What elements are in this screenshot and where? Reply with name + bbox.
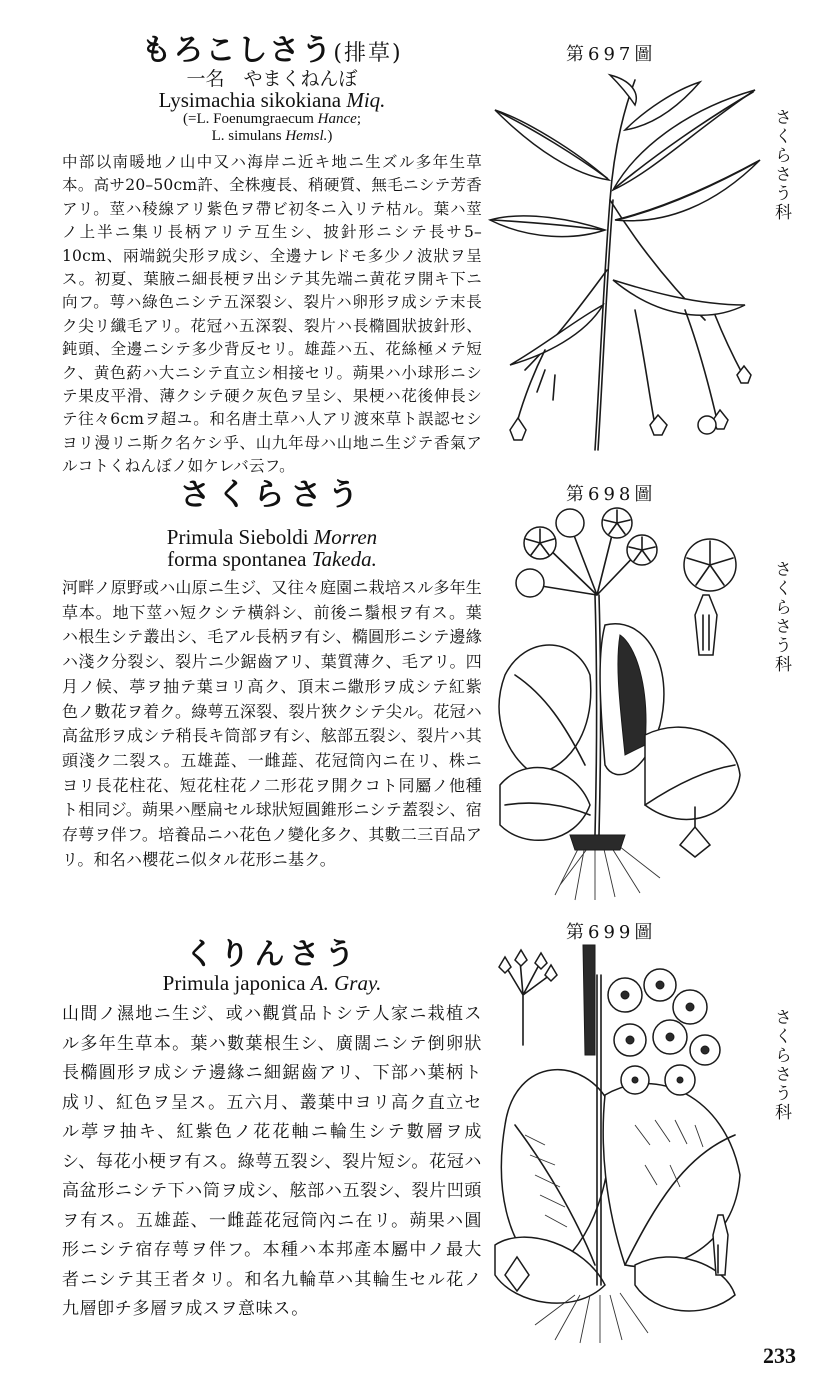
forma-name: forma spontanea Takeda.: [167, 547, 377, 571]
entry-697: [62, 34, 482, 479]
title-note: (排草): [333, 41, 403, 66]
scientific-name: Primula japonica A. Gray.: [162, 971, 382, 995]
family-label: さくらさう科: [771, 1008, 791, 1122]
entry-698: [62, 478, 482, 872]
forma-author: Takeda.: [311, 547, 377, 571]
scientific-name: Primula Sieboldi Morren: [166, 525, 378, 549]
family-label: さくらさう科: [771, 108, 791, 222]
scientific-name: Lysimachia sikokiana Miq.: [158, 88, 386, 112]
primula-sieboldii-illustration: [485, 505, 765, 905]
primula-japonica-illustration: [485, 945, 765, 1345]
description: 河畔ノ原野或ハ山原ニ生ジ、又往々庭園ニ栽培スル多年生草本。地下莖ハ短クシテ橫斜シ、前後ニ鬚根ヲ有ス。葉ハ根生シテ叢出シ、毛アル長柄ヲ有シ、橢圓形ニシテ邊緣ハ淺ク分裂シ、裂片ニ少鋸齒アリ、葉質薄ク、毛アリ。四月ノ候、葶ヲ抽テ葉ヨリ高ク、頂末ニ繖形ヲ成シテ紅紫色ノ數花ヲ着ク。綠萼五深裂、裂片狹クシテ尖ル。花冠ハ高盆形ヲ成シテ稍長キ筒部ヲ有シ、舷部五裂シ、裂片ハ其頭淺ク二裂ス。五雄蕋、一雌蕋、花冠筒內ニ在リ、株ニヨリ長花柱花、短花柱花ノ二形花ヲ開クコト同屬ノ他種ト相同ジ。蒴果ハ壓扁セル球狀短圓錐形ニシテ蓋裂シ、宿存萼ヲ伴フ。培養品ニハ花色ノ變化多ク、其數二三百品アリ。和名ハ櫻花ニ似タル花形ニ基ク。: [62, 578, 482, 869]
family-label: さくらさう科: [771, 560, 791, 674]
entry-699: [62, 938, 482, 1325]
figure-label: 第697圖: [566, 44, 657, 65]
lysimachia-illustration: [485, 70, 765, 460]
entry-title: くりんさう: [184, 937, 360, 972]
alias-name: 一名 やまくねんぼ: [186, 68, 358, 90]
page-number: 233: [763, 1343, 796, 1368]
title-text: もろこしさう: [141, 33, 334, 68]
figure-label: 第699圖: [566, 922, 657, 943]
description: 山間ノ濕地ニ生ジ、或ハ觀賞品トシテ人家ニ栽植スル多年生草本。葉ハ數葉根生シ、廣闊ニシテ倒卵狀長橢圓形ヲ成シテ邊緣ニ細鋸齒アリ、下部ハ葉柄ト成リ、紅色ヲ呈ス。五六月、叢葉中ヨリ高ク直立セル葶ヲ抽キ、紅紫色ノ花花軸ニ輪生シテ數層ヲ成シ、每花小梗ヲ有ス。綠萼五裂シ、裂片短シ。花冠ハ高盆形ニシテ下ハ筒ヲ成シ、舷部ハ五裂シ、裂片凹頭ヲ有ス。五雄蕋、一雌蕋花冠筒內ニ在リ。蒴果ハ圓形ニシテ宿存萼ヲ伴フ。本種ハ本邦產本屬中ノ最大者ニシテ其王者タリ。和名九輪草ハ其輪生セル花ノ九層卽チ多層ヲ成スヲ意味ス。: [62, 1004, 482, 1319]
synonym-line: (=L. Foenumgraecum Hance;: [183, 111, 361, 127]
description: 中部以南暖地ノ山中又ハ海岸ニ近キ地ニ生ズル多年生草本。高サ20–50cm許、全株痩長、稍硬質、無毛ニシテ芳香アリ。莖ハ稜線アリ紫色ヲ帶ビ初冬ニ入リテ枯ル。葉ハ莖ノ上半ニ集リ長柄アリテ互生シ、披針形ニシテ長サ5–10cm、兩端鋭尖形ヲ成シ、全邊ナレドモ多少ノ波狀ヲ呈ス。初夏、葉腋ニ細長梗ヲ出シテ其先端ニ黄花ヲ開キ下ニ向フ。萼ハ綠色ニシテ五深裂シ、裂片ハ卵形ヲ成シテ末長ク尖リ纖毛アリ。花冠ハ五深裂、裂片ハ長橢圓狀披針形、鈍頭、全邊ニシテ多少背反セリ。雄蕋ハ五、花絲極メテ短ク、黄色葯ハ大ニシテ直立シ相接セリ。蒴果ハ小球形ニシテ果皮平滑、薄クシテ硬ク灰色ヲ呈シ、果梗ハ花後伸長シテ往々6cmヲ超ユ。和名唐土草ハ人アリ渡來草ト誤認セシヨリ漫リニ斯ク名ケシ乎、山九年母ハ山地ニ生ジテ香氣アルコトくねんぼノ如ケレバ云フ。: [62, 153, 482, 476]
entry-title: さくらさう: [179, 477, 365, 513]
author: Miq.: [346, 88, 386, 112]
author: A. Gray.: [310, 971, 382, 995]
entry-title: [62, 34, 482, 71]
figure-label: 第698圖: [566, 484, 657, 505]
synonym-line: L. simulans Hemsl.): [211, 128, 333, 144]
author: Morren: [313, 525, 378, 549]
